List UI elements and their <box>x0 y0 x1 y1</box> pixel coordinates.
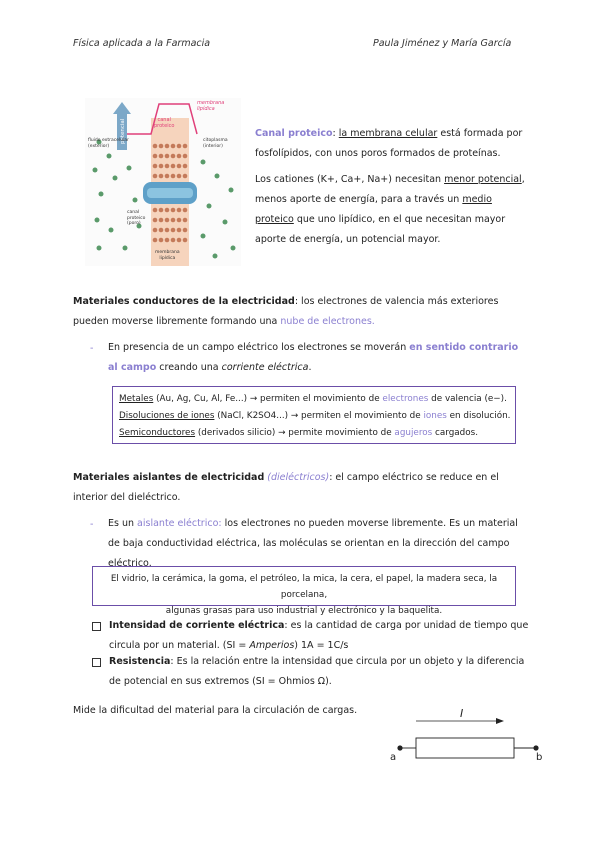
membrane-figure <box>85 98 241 266</box>
header-right: Paula Jiménez y María García <box>373 38 512 49</box>
aislantes-bullet: Es un aislante eléctrico: los electrones no pueden moverse libremente. Es un material de baja conductividad eléctrica, las moléculas se orientan en la dirección del campo eléctrico. <box>108 518 518 569</box>
label-canal-poro: canal proteico (poro) <box>127 210 146 226</box>
label-membrana-bottom: membrana lipídica <box>155 250 180 261</box>
terminal-b-label: b <box>536 752 543 763</box>
aislantes-examples-line-1: El vidrio, la cerámica, la goma, el petróleo, la mica, la cera, el papel, la madera seca, la porcelana, <box>110 574 498 600</box>
current-label: I <box>460 707 464 720</box>
current-arrow-icon <box>496 718 504 724</box>
intensidad-definition: Intensidad de corriente eléctrica: es la cantidad de carga por unidad de tiempo que circula por un material. (SI = Amperios) 1A = 1C/s <box>109 620 529 651</box>
term-canal-proteico: Canal proteico <box>255 128 333 139</box>
intro-paragraph-2: Los cationes (K+, Ca+, Na+) necesitan menor potencial, menos aporte de energía, para a través un medio proteico que uno lipídico, en el que necesitan mayor aporte de energía, un potencial mayor. <box>255 174 525 245</box>
intro-paragraph-1: Canal proteico: la membrana celular está formada por fosfolípidos, con unos poros formados de proteínas. <box>255 128 523 159</box>
conductores-examples-box <box>112 386 516 444</box>
bullet-dash: - <box>90 343 94 354</box>
svg-text:potencial: potencial <box>120 118 126 144</box>
example-semiconductores: Semiconductores (derivados silicio) → permite movimiento de agujeros cargados. <box>119 428 479 438</box>
label-canal-proteico: canal proteico <box>154 117 175 129</box>
resistencia-definition: Resistencia: Es la relación entre la intensidad que circula por un objeto y la diferencia de potencial en sus extremos (SI = Ohmios Ω). <box>109 656 525 687</box>
checkbox-intensidad[interactable] <box>92 622 101 631</box>
label-membrana-lipidica: membrana lipídica <box>197 100 225 112</box>
checkbox-resistencia[interactable] <box>92 658 101 667</box>
bullet-dash-2: - <box>90 519 94 530</box>
conductores-paragraph: Materiales conductores de la electricidad: los electrones de valencia más exteriores pueden moverse libremente formando una nube de electrones. <box>73 296 499 327</box>
resistor-box <box>416 738 514 758</box>
label-citoplasma: citoplasma (interior) <box>203 138 228 149</box>
resistor-circuit <box>388 708 548 768</box>
header-left: Física aplicada a la Farmacia <box>73 38 211 49</box>
terminal-a-label: a <box>390 752 397 763</box>
footer-line: Mide la dificultad del material para la circulación de cargas. <box>73 705 358 716</box>
label-fluido-extracelular: fluido extracelular (exterior) <box>88 138 129 149</box>
example-disoluciones: Disoluciones de iones (NaCl, K2SO4...) → permiten el movimiento de iones en disolución. <box>119 411 511 421</box>
example-metales: Metales (Au, Ag, Cu, Al, Fe...) → permiten el movimiento de electrones de valencia (e−). <box>119 394 507 404</box>
resistor-diagram <box>388 708 548 768</box>
aislantes-examples-box <box>92 566 516 616</box>
aislantes-examples-line-2: algunas grasas para uso industrial y electrónico y la baquelita. <box>165 606 443 616</box>
aislantes-paragraph: Materiales aislantes de electricidad (dieléctricos): el campo eléctrico se reduce en el interior del dieléctrico. <box>73 472 499 503</box>
conductores-bullet: En presencia de un campo eléctrico los electrones se moverán en sentido contrario al campo creando una corriente eléctrica. <box>108 342 519 373</box>
